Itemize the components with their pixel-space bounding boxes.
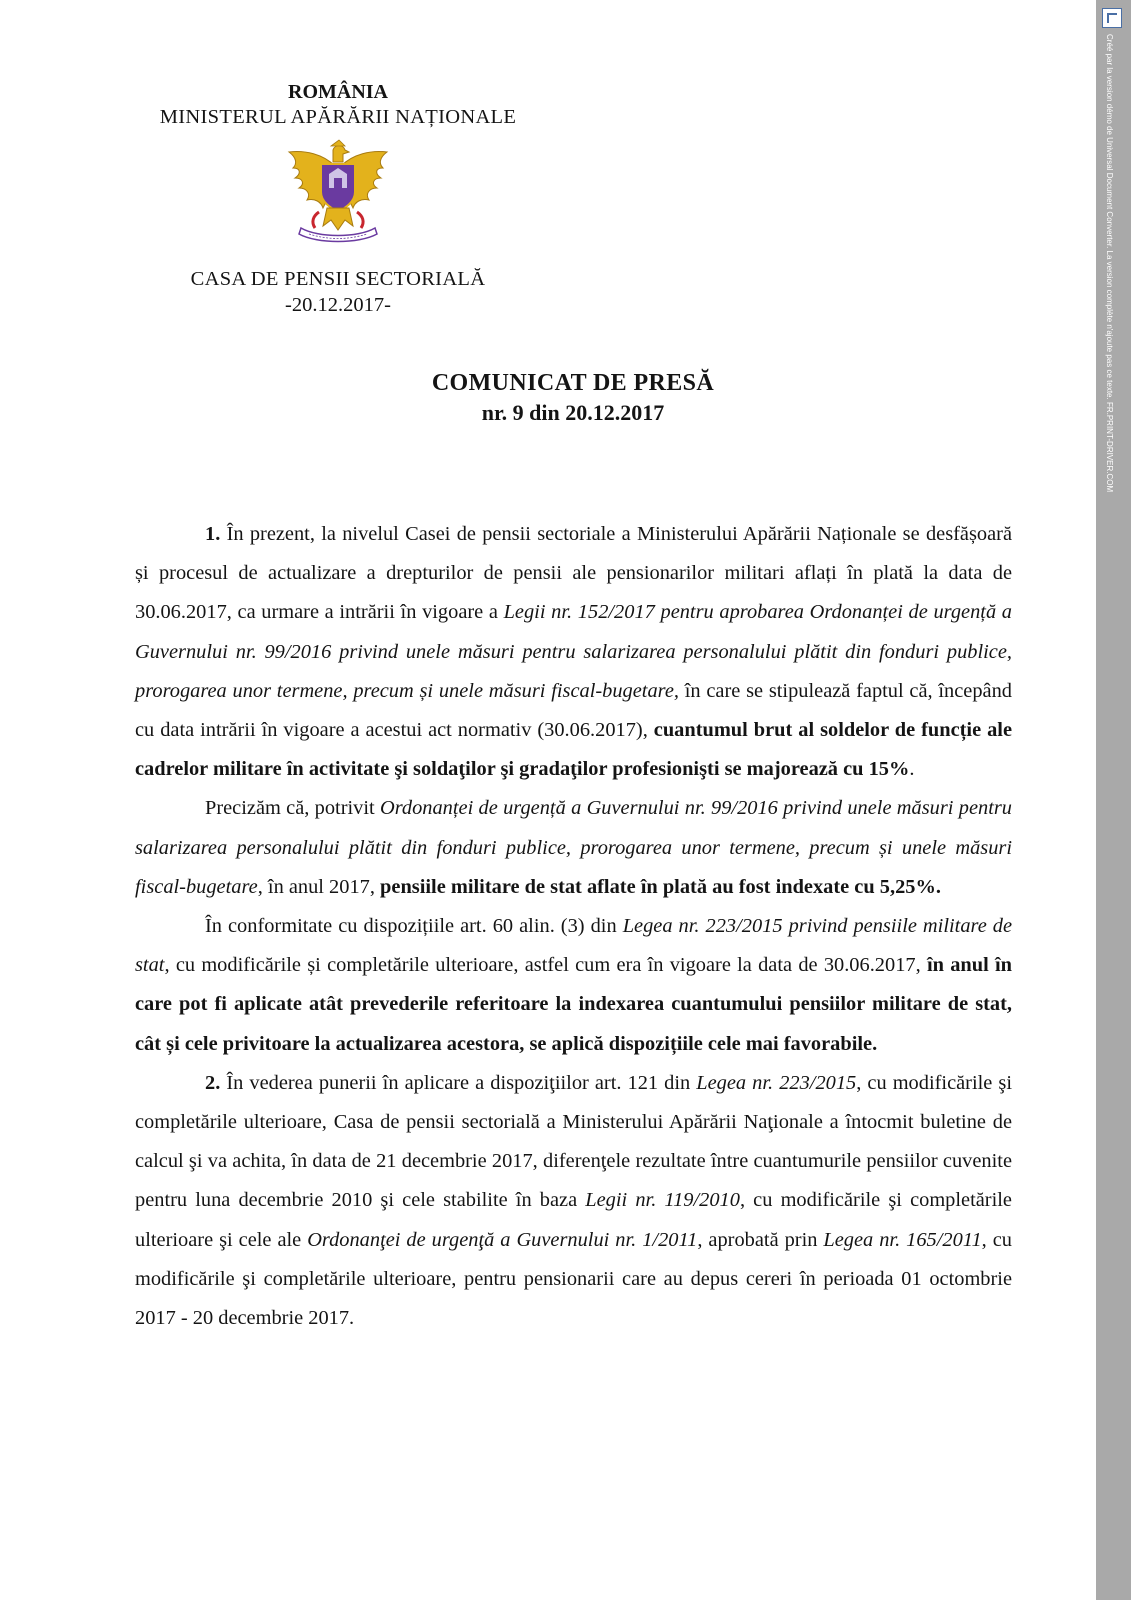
watermark-text: Créé par la version démo de Universal Document Converter. La version complète n'ajoute pas ce texte. FR.PRINT-DRIVER.COM (1105, 34, 1114, 493)
paragraph-3 (135, 907, 1012, 1064)
paragraph-4 (135, 1064, 1012, 1338)
italic-run: Legii nr. 119/2010 (585, 1189, 740, 1212)
romanian-army-coat-of-arms-icon (283, 136, 393, 246)
bold-run: în anul în care pot fi aplicate atât prevederile referitoare la indexarea cuantumului pensiilor militare de stat, cât și cele privitoare la actualizarea acestora, se aplică dispozițiile cele mai favorabile. (135, 954, 1012, 1055)
document-body (135, 515, 1012, 1338)
bold-run: cuantumul brut al soldelor de funcție ale cadrelor militare în activitate şi soldaţilor şi gradaţilor profesionişti se majorează cu 15% (135, 719, 1013, 781)
header-date: -20.12.2017- (285, 294, 391, 316)
italic-run: Legea nr. 165/2011 (823, 1228, 982, 1251)
italic-run: Legea nr. 223/2015 privind pensiile militare de stat (135, 915, 1013, 977)
italic-run: Ordonanței de urgență a Guvernului nr. 99/2016 privind unele măsuri pentru salarizarea personalului plătit din fonduri publice, prorogarea unor termene, precum și unele măsuri fiscal-bugetare (135, 797, 1012, 898)
bold-run: 1. (205, 523, 221, 545)
text-run: Precizăm că, potrivit (205, 797, 380, 820)
text-run: , cu modificările şi completările ulterioare, Casa de pensii sectorială a Ministerului Apărării Naţionale a întocmit buletine de calcul şi va achita, în data de 21 decembrie 2017, diferenţele rezultate între cuantumurile pensiilor cuvenite pentru luna decembrie 2010 şi cele stabilite în baza (135, 1071, 1012, 1212)
paragraph-2 (135, 789, 1012, 907)
converter-watermark-strip (1096, 0, 1131, 1600)
text-run: . (909, 758, 915, 781)
pdf-converter-logo-icon (1102, 8, 1122, 28)
text-run: , în anul 2017, (257, 875, 381, 898)
letterhead (118, 80, 558, 318)
text-run: , aprobată prin (697, 1228, 824, 1251)
text-run: În conformitate cu dispozițiile art. 60 alin. (3) din (205, 915, 623, 938)
bold-run: pensiile militare de stat aflate în plată au fost indexate cu 5,25%. (380, 875, 941, 898)
italic-run: Ordonanţei de urgenţă a Guvernului nr. 1/2011 (307, 1228, 698, 1251)
page-title: COMUNICAT DE PRESĂ (431, 370, 715, 396)
text-run: , cu modificările şi completările ulterioare, pentru pensionarii care au depus cereri în perioada 01 octombrie 2017 - 20 decembrie 2017. (135, 1228, 1012, 1330)
bold-run: 2. (205, 1071, 221, 1094)
text-run: în care se stipulează faptul că, începând cu data intrării în vigoare a acestui act normativ (30.06.2017), (135, 679, 1012, 742)
text-run: În prezent, la nivelul Casei de pensii sectoriale a Ministerului Apărării Naționale se desfășoară și procesul de actualizare a drepturilor de pensii ale pensionarilor militari aflați în plată la data de 30.06.2017, ca urmare a intrării în vigoare a (135, 523, 1012, 624)
press-release-heading (300, 368, 846, 428)
ministry-name: MINISTERUL APĂRĂRII NAȚIONALE (159, 106, 517, 128)
italic-run: Legii nr. 152/2017 pentru aprobarea Ordonanței de urgență a Guvernului nr. 99/2016 privind unele măsuri pentru salarizarea personalului plătit din fonduri publice, prorogarea unor termene, precum și unele măsuri fiscal-bugetare, (135, 601, 1012, 702)
text-run: În vederea punerii în aplicare a dispoziţiilor art. 121 din (220, 1071, 697, 1094)
italic-run: Legea nr. 223/2015 (696, 1071, 857, 1094)
text-run: , cu modificările și completările ulterioare, astfel cum era în vigoare la data de 30.06.2017, (164, 954, 927, 977)
release-number: nr. 9 din 20.12.2017 (481, 400, 665, 425)
text-run: , cu modificările şi completările ulterioare şi cele ale (135, 1189, 1012, 1251)
country-name: ROMÂNIA (288, 81, 388, 103)
agency-name: CASA DE PENSII SECTORIALĂ (190, 268, 486, 290)
paragraph-1 (135, 515, 1012, 789)
